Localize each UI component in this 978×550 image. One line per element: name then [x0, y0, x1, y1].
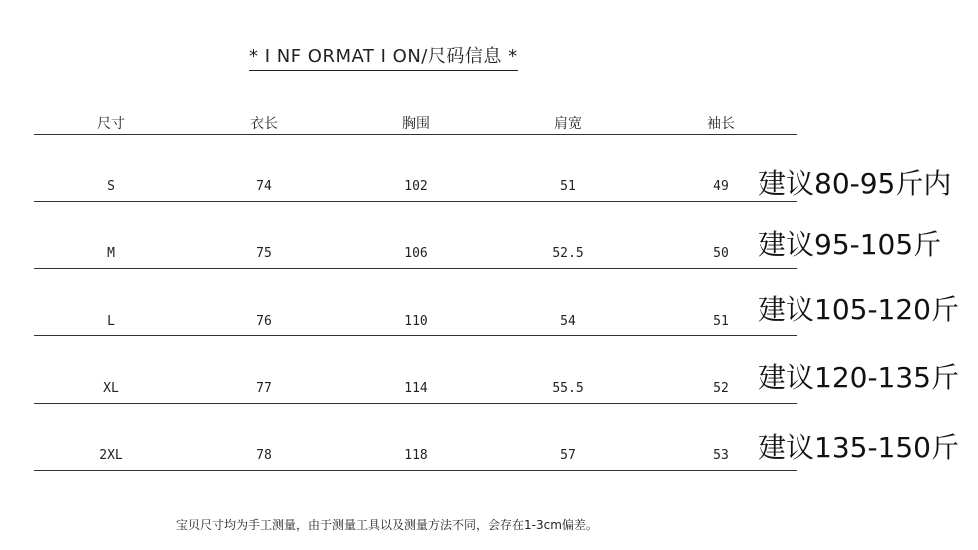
- cell-chest: 110: [404, 314, 428, 329]
- table-rule: [34, 201, 797, 202]
- cell-shoulder: 51: [560, 179, 576, 194]
- measurement-note: 宝贝尺寸均为手工测量，由于测量工具以及测量方法不同，会存在1-3cm偏差。: [176, 518, 598, 532]
- cell-size: L: [107, 314, 115, 329]
- weight-recommendation: 建议135-150斤: [758, 431, 959, 464]
- table-rule: [34, 134, 797, 135]
- header-length: 衣长: [250, 116, 278, 132]
- cell-sleeve: 51: [713, 314, 729, 329]
- cell-sleeve: 52: [713, 381, 729, 396]
- header-chest: 胸围: [402, 116, 430, 132]
- cell-size: S: [107, 179, 115, 194]
- cell-length: 75: [256, 246, 272, 261]
- weight-recommendation: 建议105-120斤: [758, 293, 959, 326]
- header-size: 尺寸: [97, 116, 125, 132]
- table-rule: [34, 470, 797, 471]
- cell-chest: 118: [404, 448, 428, 463]
- cell-shoulder: 52.5: [552, 246, 584, 261]
- cell-shoulder: 55.5: [552, 381, 584, 396]
- weight-recommendation: 建议120-135斤: [758, 361, 959, 394]
- cell-chest: 114: [404, 381, 428, 396]
- cell-length: 74: [256, 179, 272, 194]
- cell-chest: 102: [404, 179, 428, 194]
- cell-length: 76: [256, 314, 272, 329]
- cell-sleeve: 49: [713, 179, 729, 194]
- table-rule: [34, 268, 797, 269]
- table-rule: [34, 403, 797, 404]
- weight-recommendation: 建议95-105斤: [758, 228, 942, 261]
- cell-shoulder: 57: [560, 448, 576, 463]
- cell-sleeve: 50: [713, 246, 729, 261]
- table-rule: [34, 335, 797, 336]
- header-sleeve: 袖长: [707, 116, 735, 132]
- cell-length: 77: [256, 381, 272, 396]
- cell-chest: 106: [404, 246, 428, 261]
- cell-length: 78: [256, 448, 272, 463]
- header-shoulder: 肩宽: [554, 116, 582, 132]
- cell-size: 2XL: [99, 448, 123, 463]
- page-title: * I NF ORMAT I ON/尺码信息 *: [249, 42, 518, 71]
- cell-sleeve: 53: [713, 448, 729, 463]
- cell-size: M: [107, 246, 115, 261]
- cell-shoulder: 54: [560, 314, 576, 329]
- cell-size: XL: [103, 381, 119, 396]
- weight-recommendation: 建议80-95斤内: [758, 167, 952, 200]
